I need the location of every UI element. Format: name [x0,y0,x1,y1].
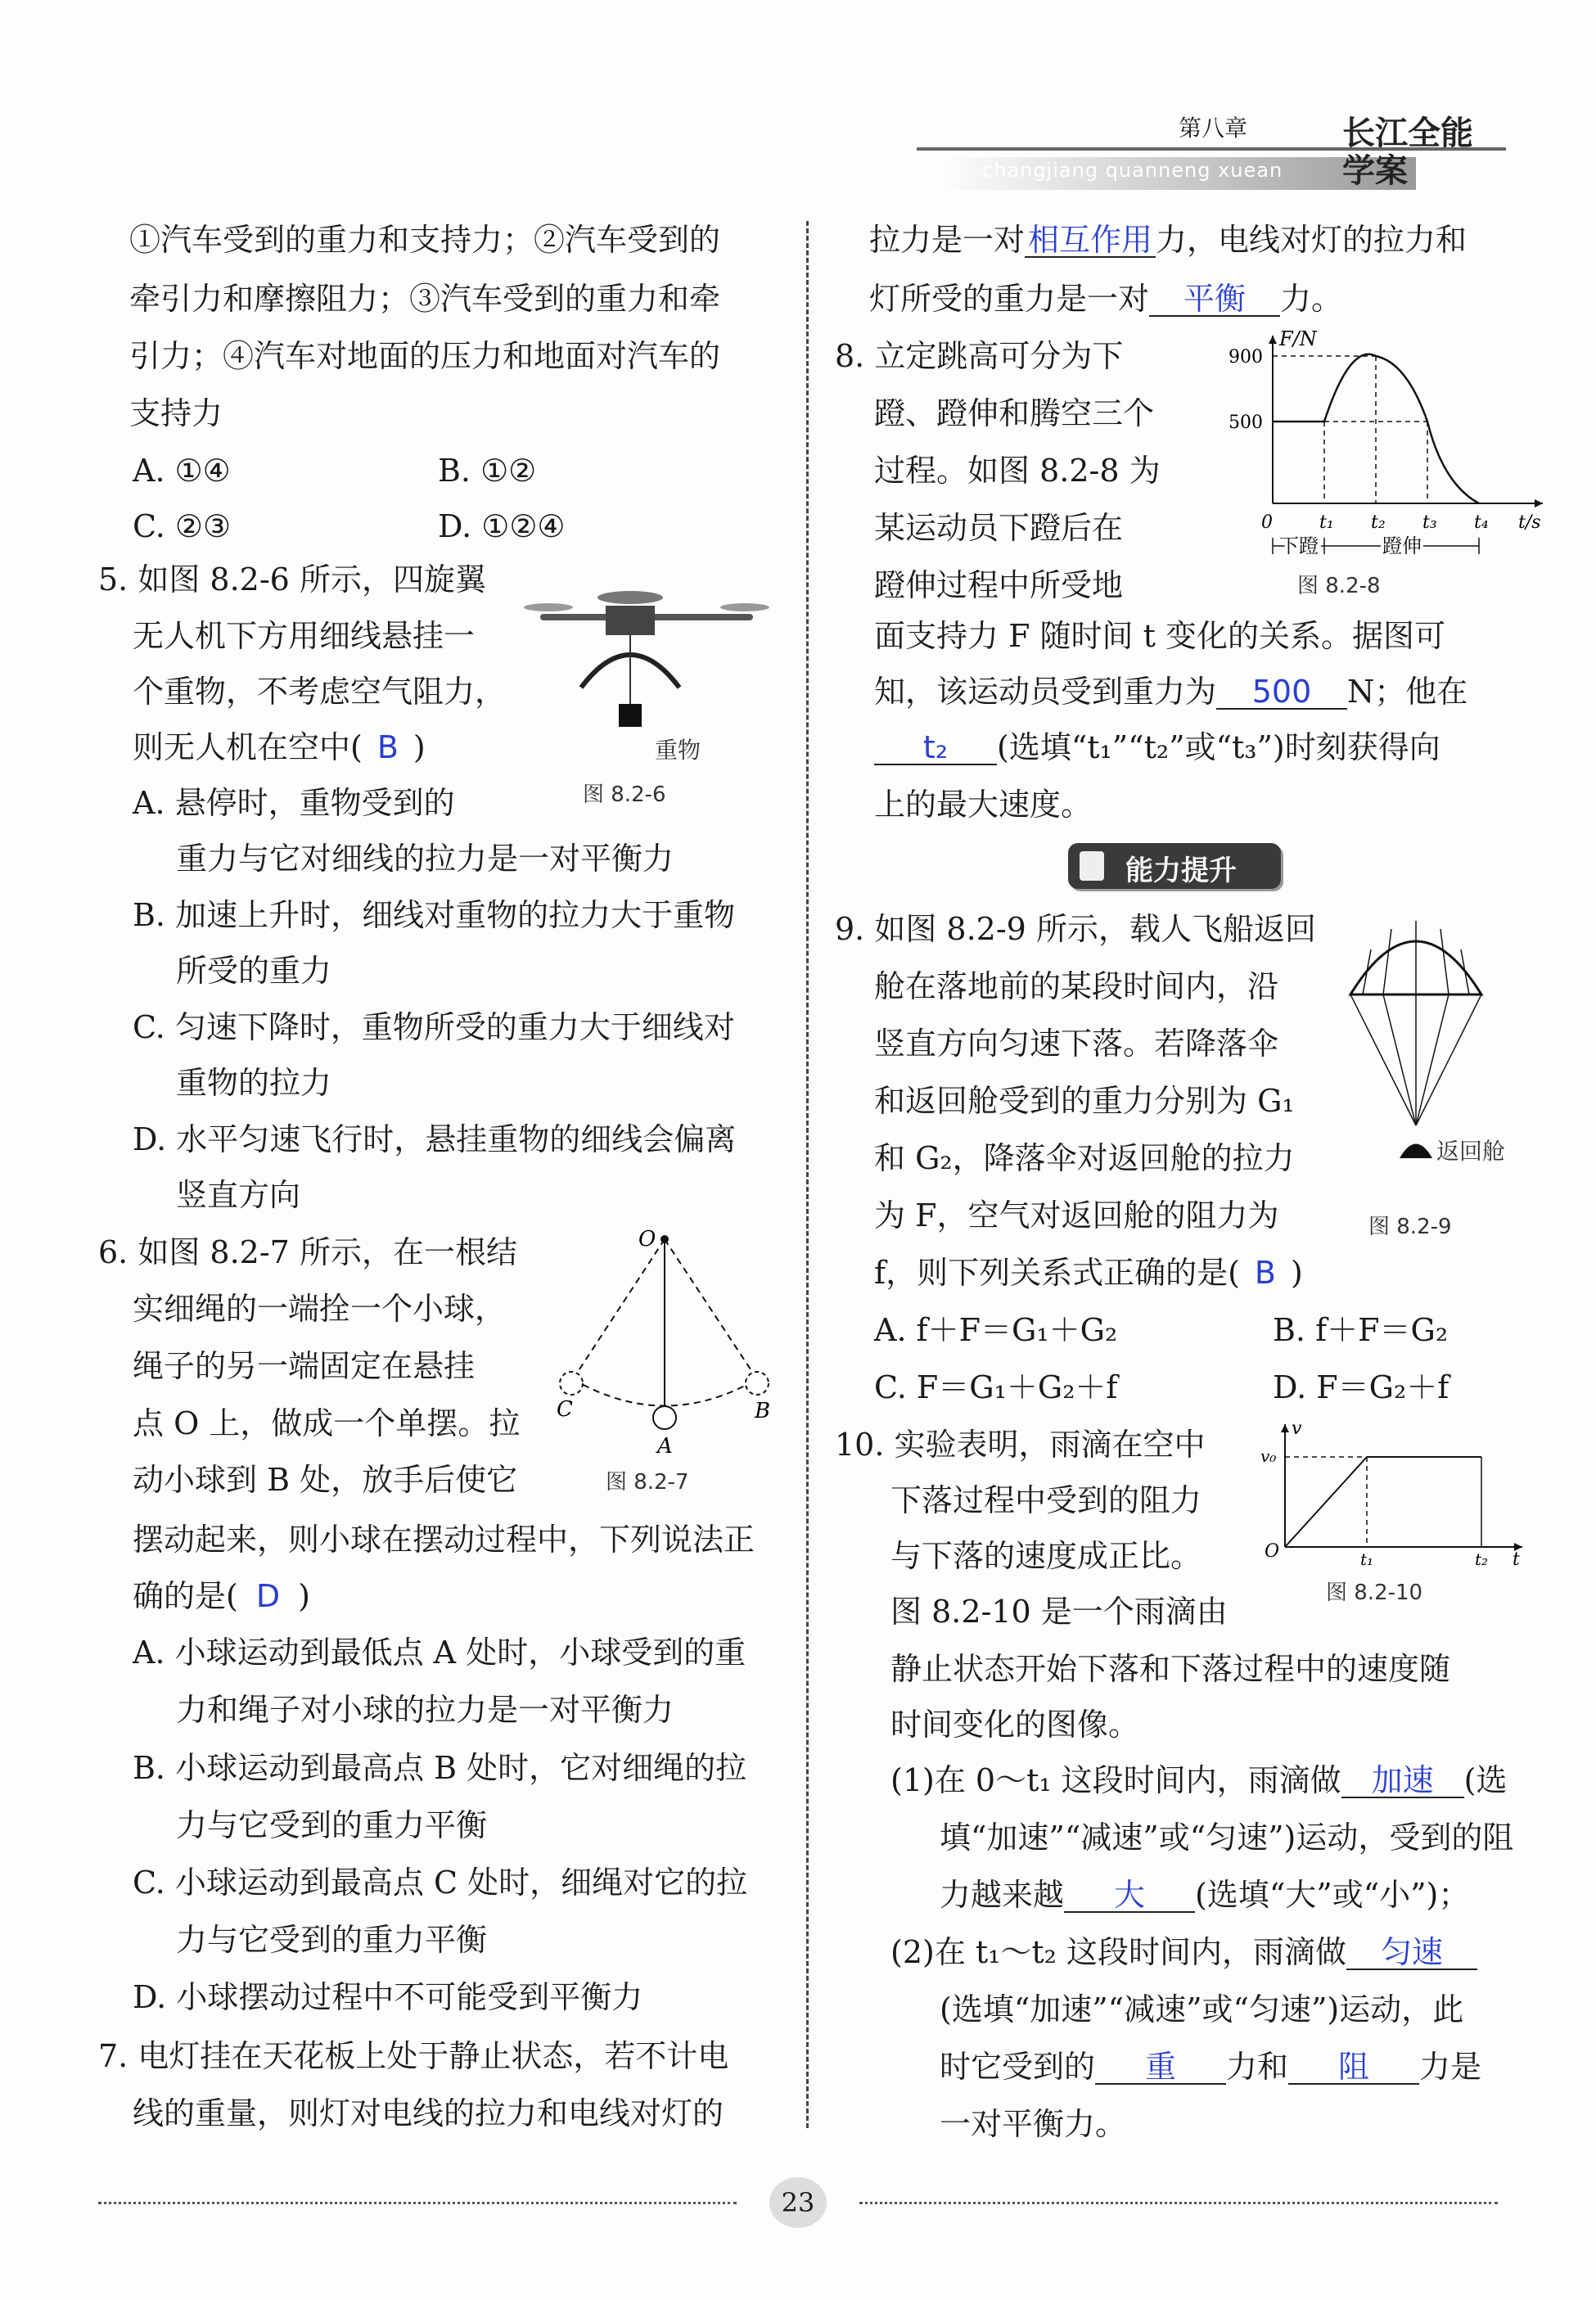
x-axis-arrow [1535,499,1543,507]
velocity-figure [1260,1416,1531,1572]
section-banner [1068,843,1281,889]
vfig-v0: v₀ [1260,1446,1277,1466]
q6-stem-end [133,1576,310,1617]
q8-line: 蹬、蹬伸和腾空三个 [874,395,1155,431]
q9-figure-label: 返回舱 [1436,1138,1506,1165]
q10-p2-line1 [890,1932,1477,1973]
q8-line: 过程。如图 8.2-8 为 [874,453,1161,489]
q10-p1-line2: 填“加速”“减速”或“匀速”)运动，受到的阻 [940,1820,1514,1856]
x-tick-label: t₃ [1422,512,1437,533]
y-axis-arrow [1269,336,1277,344]
q7-answer-2: 平衡 [1149,282,1280,317]
q9-line: 和 G₂，降落伞对返回舱的拉力 [874,1140,1295,1176]
q10-p2-line4: 一对平衡力。 [940,2106,1127,2142]
q9-figure-caption: 图 8.2-9 [1368,1215,1452,1239]
q9-line: 竖直方向匀速下落。若降落伞 [874,1026,1279,1062]
q9-option-b: B. f＋F＝G₂ [1273,1312,1449,1348]
q5-answer: B [376,729,399,765]
phase-label: 下蹬 [1279,534,1319,557]
q9-line: 9. 如图 8.2-9 所示，载人飞船返回 [835,911,1316,947]
q10-line: 10. 实验表明，雨滴在空中 [835,1427,1206,1463]
q4-line: ①汽车受到的重力和支持力；②汽车受到的 [129,222,721,258]
x-tick-label: t₂ [1371,512,1386,533]
q10-text: (选 [1463,1762,1508,1798]
q8-line: 上的最大速度。 [874,787,1093,823]
q10-line: 与下落的速度成正比。 [890,1538,1202,1574]
q8-text: N；他在 [1347,674,1468,710]
q6-option-a: A. 小球运动到最低点 A 处时，小球受到的重 [133,1635,746,1671]
q5-stem-end [133,727,426,768]
vfig-t: t [1513,1549,1520,1570]
q7-cont-line1 [869,219,1467,260]
q7-cont-line2 [869,278,1342,319]
q5-option-a: A. 悬停时，重物受到的 [133,785,455,821]
q6-line: 摆动起来，则小球在摆动过程中，下列说法正 [133,1522,755,1558]
q10-text: 力是 [1419,2049,1482,2085]
drone-figure [516,573,778,769]
q8-line: 8. 立定跳高可分为下 [835,338,1124,374]
q6-option-d: D. 小球摆动过程中不可能受到平衡力 [133,1979,643,2015]
q10-p1-line3 [940,1874,1469,1915]
pendulum-label-c: C [557,1397,573,1422]
q6-close: ) [298,1578,310,1614]
q4-option-b: B. ①② [438,453,537,489]
vfig-t1: t₁ [1360,1549,1374,1569]
q10-answer-5: 阻 [1288,2050,1419,2085]
q7-answer-1: 相互作用 [1025,223,1156,258]
q5-option-c: C. 匀速下降时，重物所受的重力大于细线对 [133,1009,735,1045]
q10-answer-2: 大 [1064,1878,1195,1913]
q6-line: 绳子的另一端固定在悬挂 [133,1348,476,1384]
q5-option-c-cont: 重物的拉力 [176,1065,332,1101]
q5-figure-caption: 图 8.2-6 [583,782,666,807]
q9-option-d: D. F＝G₂＋f [1273,1369,1449,1405]
q10-p2-line3 [940,2046,1481,2087]
q4-option-c: C. ②③ [133,508,232,544]
y-tick-label: 900 [1229,347,1263,368]
q10-p2-line2: (选填“加速”“减速”或“匀速”)运动，此 [940,1991,1464,2027]
q9-close: ) [1290,1255,1303,1291]
q10-answer-1: 加速 [1341,1764,1464,1798]
q7-text: 力，电线对灯的拉力和 [1156,222,1468,258]
q5-line: 则无人机在空中( [133,729,363,765]
y-tick-label: 500 [1229,413,1263,433]
q8-line: 某运动员下蹬后在 [874,510,1124,546]
q10-line: 静止状态开始下落和下落过程中的速度随 [890,1651,1451,1687]
q10-text: 时它受到的 [940,2049,1096,2085]
q8-answer-2: t₂ [874,731,997,765]
q6-option-a-cont: 力和绳子对小球的拉力是一对平衡力 [176,1692,674,1728]
q6-line: 实细绳的一端拴一个小球， [133,1291,507,1327]
q10-text: (1)在 0～t₁ 这段时间内，雨滴做 [890,1762,1341,1798]
q10-text: 力和 [1226,2049,1289,2085]
q5-option-d-cont: 竖直方向 [176,1177,301,1213]
q5-option-a-cont: 重力与它对细线的拉力是一对平衡力 [176,841,674,877]
q6-line: 点 O 上，做成一个单摆。拉 [133,1405,521,1441]
q8-text: (选填“t₁”“t₂”或“t₃”)时刻获得向 [997,729,1440,765]
q10-text: (2)在 t₁～t₂ 这段时间内，雨滴做 [890,1934,1346,1970]
q8-line: 蹬伸过程中所受地 [874,567,1124,603]
q8-line: 面支持力 F 随时间 t 变化的关系。据图可 [874,618,1445,654]
q4-option-d: D. ①②④ [438,508,566,544]
q6-figure-caption: 图 8.2-7 [606,1470,689,1495]
q6-line: 动小球到 B 处，放手后使它 [133,1462,518,1498]
q5-close: ) [413,729,426,765]
vfig-v: v [1292,1418,1302,1439]
q7-line: 7. 电灯挂在天花板上处于静止状态，若不计电 [98,2038,729,2074]
q9-line: 和返回舱受到的重力分别为 G₁ [874,1083,1295,1119]
q8-answer-1: 500 [1216,675,1347,710]
pendulum-label-o: O [638,1227,656,1251]
q6-option-c: C. 小球运动到最高点 C 处时，细绳对它的拉 [133,1865,748,1901]
q10-answer-3: 匀速 [1346,1936,1477,1970]
x-tick-label: 0 [1261,512,1273,533]
notebook-icon [1080,851,1104,881]
q10-line: 图 8.2-10 是一个雨滴由 [890,1594,1228,1630]
q7-line: 线的重量，则灯对电线的拉力和电线对灯的 [133,2095,724,2131]
q4-line: 牵引力和摩擦阻力；③汽车受到的重力和牵 [129,281,721,317]
q8-line7 [874,671,1468,712]
q10-answer-4: 重 [1095,2050,1226,2085]
q9-stem-end [874,1252,1303,1293]
force-chart [1224,327,1541,598]
q6-option-b: B. 小球运动到最高点 B 处时，它对细绳的拉 [133,1750,747,1786]
q6-option-c-cont: 力与它受到的重力平衡 [176,1922,488,1958]
q10-line: 下落过程中受到的阻力 [890,1482,1202,1518]
q4-option-a: A. ①④ [133,453,231,489]
q6-line: 确的是( [133,1578,238,1614]
q5-option-d: D. 水平匀速飞行时，悬挂重物的细线会偏离 [133,1121,737,1157]
vfig-t2: t₂ [1475,1549,1489,1569]
q9-option-c: C. F＝G₁＋G₂＋f [874,1369,1118,1405]
pendulum-label-b: B [755,1399,771,1423]
footer-rule-left [98,2202,737,2204]
page-number: 23 [769,2177,827,2228]
section-title: 能力提升 [1125,855,1237,887]
q10-line: 时间变化的图像。 [890,1707,1140,1743]
footer-rule-right [859,2202,1498,2204]
q6-answer: D [255,1578,281,1614]
q7-text: 灯所受的重力是一对 [869,281,1150,317]
q5-figure-label: 重物 [655,737,701,764]
q9-line: 为 F，空气对返回舱的阻力为 [874,1197,1279,1233]
q5-line: 无人机下方用细线悬挂一 [133,618,476,654]
q10-p1-line1 [890,1760,1508,1801]
x-tick-label: t₁ [1319,512,1334,533]
q4-line: 引力；④汽车对地面的压力和地面对汽车的 [129,338,721,374]
pendulum-figure [540,1228,786,1473]
q8-chart-caption: 图 8.2-8 [1297,574,1381,598]
brand-pinyin: changjiang quanneng xuean [982,159,1283,182]
q6-line: 6. 如图 8.2-7 所示，在一根结 [98,1234,517,1270]
q5-line: 5. 如图 8.2-6 所示，四旋翼 [98,561,486,598]
q10-text: 力越来越 [940,1877,1065,1913]
phase-label: 蹬伸 [1382,534,1422,557]
x-axis-label: t/s [1518,512,1541,533]
x-tick-label: t₄ [1474,512,1489,533]
brand-logo: 长江全能学案 [1342,115,1473,190]
header [917,98,1514,205]
q8-line8 [874,727,1440,768]
vfig-origin: O [1265,1541,1280,1562]
q5-option-b-cont: 所受的重力 [176,953,332,989]
q7-text: 拉力是一对 [869,222,1026,258]
q4-line: 支持力 [129,395,223,431]
q10-text: (选填“大”或“小”)； [1195,1877,1470,1913]
q9-line: 舱在落地前的某段时间内，沿 [874,968,1279,1004]
pendulum-label-a: A [657,1434,673,1459]
q9-option-a: A. f＋F＝G₁＋G₂ [874,1312,1118,1348]
q8-text: 知，该运动员受到重力为 [874,674,1217,710]
q9-answer: B [1254,1255,1276,1291]
q6-option-b-cont: 力与它受到的重力平衡 [176,1807,488,1843]
q10-figure-caption: 图 8.2-10 [1326,1581,1423,1605]
q5-option-b: B. 加速上升时，细线对重物的拉力大于重物 [133,897,736,933]
column-divider [806,221,809,2128]
q7-text: 力。 [1280,281,1343,317]
q5-line: 个重物，不考虑空气阻力， [133,674,507,710]
y-axis-label: F/N [1279,327,1317,350]
q9-line: f，则下列关系式正确的是( [874,1255,1240,1291]
chapter-label: 第八章 [1179,115,1248,142]
